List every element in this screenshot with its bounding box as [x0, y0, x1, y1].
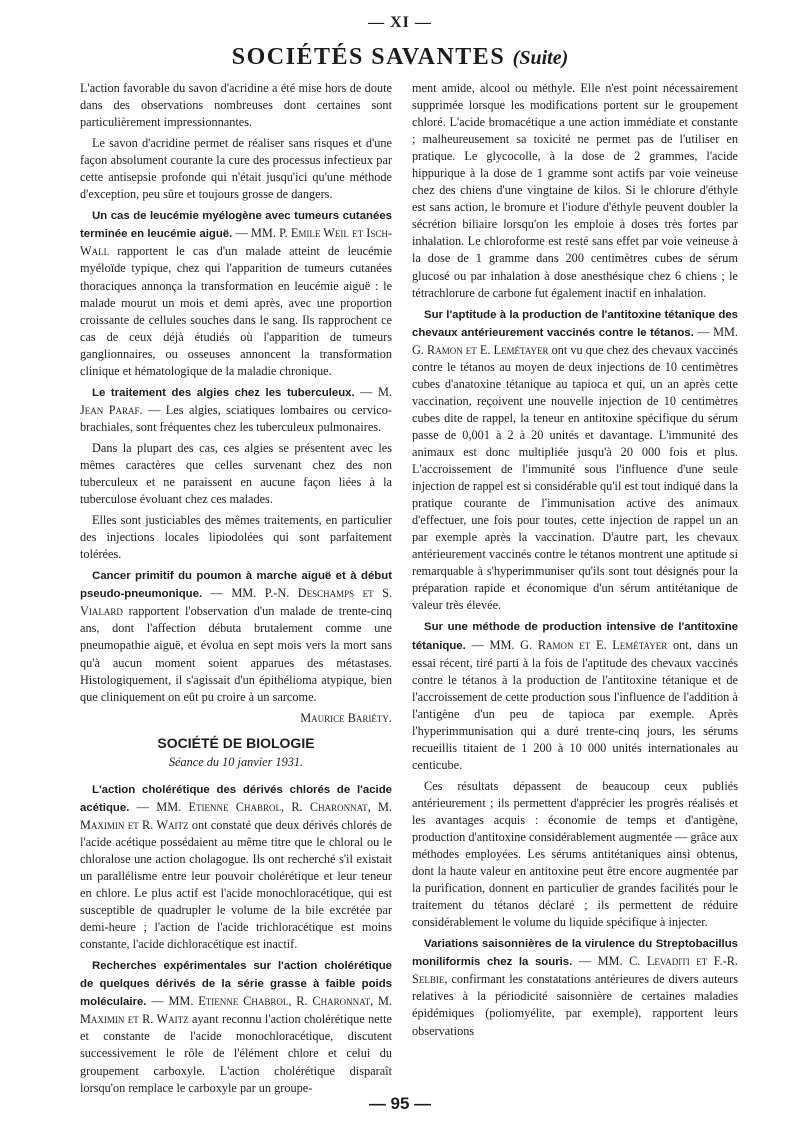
- paragraph: Elles sont justiciables des mêmes traitements, en particulier des injections locales lipiodolées qui sont parfaitement tolérées.: [80, 513, 392, 562]
- paragraph: L'action favorable du savon d'acridine a été mise hors de doute dans des observations nombreuses dont certaines sont particulièrement impressionnantes.: [80, 81, 392, 130]
- article-entry: Cancer primitif du poumon à marche aiguë et à début pseudo-pneumonique. — MM. P.-N. Deschamps et S. Vialard rapportent l'observation d'un malade de trente-cinq ans, dont l'affection débuta brutalement comme une pneumopathie aiguë, et évolua en sept mois vers la mort sans qu'à aucun moment soient apparues des métastases. Histologiquement, il s'agissait d'un épithélioma atypique, bien que cliniquement on eût pu croire à un sarcome.: [80, 570, 393, 704]
- article-title: Sur une méthode de production intensive de l'antitoxine tétanique.: [412, 621, 738, 652]
- article-authors: MM. P.-N. Deschamps et S. Vialard: [80, 586, 392, 619]
- left-column: [80, 80, 392, 1101]
- article-title: Le traitement des algies chez les tuberculeux.: [92, 386, 355, 399]
- roman-page-number: — XI —: [368, 14, 432, 31]
- paragraph: Le savon d'acridine permet de réaliser sans risques et d'une façon absolument courante la cure des processus infectieux par cette antisepsie profonde qui n'était jusqu'ici qu'une méthode d'exception, peu sûre et toujours grosse de dangers.: [80, 136, 392, 202]
- article-authors: MM. G. Ramon et E. Lemétayer: [489, 637, 668, 652]
- article-text: rapportent l'observation d'un malade de trente-cinq ans, dont l'affection débuta brutalement comme une pneumopathie aiguë, et évolua en sept mois vers la mort sans qu'à aucun moment soient apparues des métastases. Histologiquement, il s'agissait d'un épithélioma atypique, bien que cliniquement on eût pu croire à un sarcome.: [80, 604, 393, 704]
- running-head-title: SOCIÉTÉS SAVANTES: [231, 44, 506, 70]
- right-column: [412, 80, 738, 1044]
- article-title: Cancer primitif du poumon à marche aiguë et à début pseudo-pneumonique.: [80, 570, 392, 601]
- paragraph: Ces résultats dépassent de beaucoup ceux publiés antérieurement ; ils permettent d'apprécier les progrès réalisés et les avantages acquis : économie de temps et d'antigène, production d'antitoxine considérablement augmentée — grâce aux méthodes employées. Les sérums antitétaniques ainsi obtenus, dont la haute valeur en antitoxine peut être encore augmentée par la purification, donnent en particulier de grandes facilités pour le traitement du tétanos déclaré ; ils permettent de réduire considérablement le volume du liquide spécifique à injecter.: [412, 778, 738, 930]
- article-text: , confirmant les constatations antérieures de divers auteurs relatives à la périodicité saisonnière de certaines maladies épidémiques (poliomyélite, par exemple), rapportent leurs observations: [412, 972, 738, 1038]
- paragraph: Dans la plupart des cas, ces algies se présentent avec les mêmes caractères que celles survenant chez des non tuberculeux et ne paraissent en aucune façon liées à la tuberculose évoluant chez ces malades.: [80, 440, 392, 507]
- running-head-suffix: (Suite): [512, 47, 569, 69]
- article-authors: MM. Etienne Chabrol, R. Charonnat, M. Maximin et R. Waitz: [80, 994, 392, 1027]
- article-text: Les algies, sciatiques lombaires ou cervico-brachiales, sont fréquentes chez les tuberculeux pulmonaires.: [80, 402, 392, 434]
- article-entry: Sur l'aptitude à la production de l'antitoxine tétanique des chevaux antérieurement vaccinés contre le tétanos. — MM. G. Ramon et E. Lemétayer ont vu que chez des chevaux vaccinés contre le tétanos au moyen de deux injections de 10 centimètres cubes d'anatoxine tétanique au tapioca et qui, un an après cette vaccination, reçoivent une nouvelle injection de 10 centimètres cubes dite de rappel, la teneur en antitoxine spécifique du sérum passe de 0,001 à 2 à 20 unités et davantage. L'immunité des animaux est donc multipliée jusqu'à 20 000 fois et plus. L'accroissement de l'immunité sous l'influence d'une seule injection de rappel est si considérable qu'il est tout indiqué dans la pratique courante de l'immunisation active des animaux d'effectuer, une fois pour toutes, cette injection de rappel un an par exemple après la vaccination. D'autre part, les chevaux antérieurement vaccinés contre le tétanos montrent une aptitude si remarquable à s'hyperimmuniser qu'ils sont tout désignés pour la préparation rapide et économique d'un sérum antitétanique de valeur très élevée.: [412, 308, 739, 613]
- article-entry: Variations saisonnières de la virulence du Streptobacillus moniliformis chez la souris. — MM. C. Levaditi et F.-R. Selbie, confirmant les constatations antérieures de divers auteurs relatives à la périodicité saisonnière de certaines maladies épidémiques (poliomyélite, par exemple), rapportent leurs observations: [412, 938, 738, 1038]
- section-title: SOCIÉTÉ DE BIOLOGIE: [157, 734, 315, 751]
- section-date: Séance du 10 janvier 1931.: [168, 754, 304, 769]
- article-authors: M. Jean Paraf.: [80, 384, 392, 417]
- article-title: Recherches expérimentales sur l'action cholérétique de quelques dérivés de la série grasse à faible poids moléculaire.: [80, 960, 392, 1009]
- article-entry: Recherches expérimentales sur l'action cholérétique de quelques dérivés de la série grasse à faible poids moléculaire. — MM. Etienne Chabrol, R. Charonnat, M. Maximin et R. Waitz ayant reconnu l'action cholérétique nette et constante de l'acide monochloracétique, discutent successivement le rôle de l'élément chlore et celui du groupement carboxyle. L'action cholérétique disparaît lorsqu'on remplace le carboxyle par un groupe-: [80, 960, 392, 1095]
- article-entry: L'action cholérétique des dérivés chlorés de l'acide acétique. — MM. Etienne Chabrol, R. Charonnat, M. Maximin et R. Waitz ont constaté que deux dérivés chlorés de l'acide acétique possédaient au même titre que le chloral ou le chloralose une action cholagogue. Ils ont recherché s'il existait un parallélisme entre leur pouvoir cholérétique et leur teneur en chlore. Le plus actif est l'acide monochloracétique, qui est susceptible de quadrupler le volume de la bile excrétée par demi-heure ; l'action de l'acide trichloracétique est moins constante, l'acide dichloracétique est inactif.: [80, 783, 392, 952]
- article-title: Variations saisonnières de la virulence du Streptobacillus moniliformis chez la souris.: [412, 938, 738, 969]
- article-entry: Sur une méthode de production intensive de l'antitoxine tétanique. — MM. G. Ramon et E. Lemétayer ont, dans un essai récent, tiré parti à la fois de l'aptitude des chevaux vaccinés contre le tétanos à la production de l'antitoxine tétanique et de l'accroissement de cette production sous l'influence de l'addition à l'antigène d'un peu de tapioca par exemple. Après l'hyperimmunisation qui a duré trente-cinq jours, les sérums recueillis titaient de 1 200 à 10 000 unités internationales au centicube.: [412, 621, 739, 772]
- article-text: ont vu que chez des chevaux vaccinés contre le tétanos au moyen de deux injections de 10 centimètres cubes d'anatoxine tétanique au tapioca et qui, un an après cette vaccination, reçoivent une nouvelle injection de 10 centimètres cubes dite de rappel, la teneur en antitoxine spécifique du sérum passe de 0,001 à 2 à 20 unités et davantage. L'immunité des animaux est donc multipliée jusqu'à 20 000 fois et plus. L'accroissement de l'immunité sous l'influence d'une seule injection de rappel est si considérable qu'il est tout indiqué dans la pratique courante de l'immunisation active des animaux d'effectuer, une fois pour toutes, cette injection de rappel un an par exemple après la vaccination. D'autre part, les chevaux antérieurement vaccinés contre le tétanos montrent une aptitude si remarquable à s'hyperimmuniser qu'ils sont tout désignés pour la préparation rapide et économique d'un sérum antitétanique de valeur très élevée.: [412, 342, 739, 613]
- article-authors: MM. P. Emile Weil et Isch-Wall: [80, 226, 392, 259]
- article-authors: MM. G. Ramon et E. Lemétayer: [412, 324, 739, 357]
- article-title: Sur l'aptitude à la production de l'antitoxine tétanique des chevaux antérieurement vaccinés contre le tétanos.: [412, 308, 738, 339]
- signature: Maurice Bariéty.: [300, 710, 392, 725]
- article-authors: MM. Etienne Chabrol, R. Charonnat, M. Maximin et R. Waitz: [80, 799, 392, 832]
- article-text: ayant reconnu l'action cholérétique nette et constante de l'acide monochloracétique, discutent successivement le rôle de l'élément chlore et celui du groupement carboxyle. L'action cholérétique disparaît lorsqu'on remplace le carboxyle par un groupe-: [80, 1012, 392, 1095]
- article-entry: Le traitement des algies chez les tuberculeux. — M. Jean Paraf. — Les algies, sciatiques lombaires ou cervico-brachiales, sont fréquentes chez les tuberculeux pulmonaires.: [80, 384, 392, 434]
- article-text: ont, dans un essai récent, tiré parti à la fois de l'aptitude des chevaux vaccinés contre le tétanos à la production de l'antitoxine tétanique et de l'accroissement de cette production sous l'influence de l'addition à l'antigène d'un peu de tapioca par exemple. Après l'hyperimmunisation qui a duré trente-cinq jours, les sérums recueillis titaient de 1 200 à 10 000 unités internationales au centicube.: [412, 637, 739, 772]
- article-entry: Un cas de leucémie myélogène avec tumeurs cutanées terminée en leucémie aiguë. — MM. P. Emile Weil et Isch-Wall rapportent le cas d'un malade atteint de leucémie myéloïde typique, chez qui l'apparition de tumeurs cutanées thoraciques annonça la transformation en leucémie aiguë : le malade mourut un mois et demi après, avec une proportion croissante de cellules souches dans le sang. Ils rapprochent ce cas de ceux déjà étudiés où l'apparition de tumeurs ganglionnaires, ou osseuses annoncent la transformation clinique et hématologique de la maladie chronique.: [80, 210, 393, 378]
- paragraph: ment amide, alcool ou méthyle. Elle n'est point nécessairement supprimée lorsque les modifications portent sur le groupement chloré. L'acide bromacétique a une action immédiate et constante ; malheureusement sa toxicité ne permet pas de l'utiliser en pratique. Le glycocolle, à la dose de 2 grammes, l'acide hippurique à la dose de 1 gramme sont actifs par voie veineuse chez des chiens d'une vingtaine de kilos. Si le chlorure d'éthyle est sans action, le bromure et l'iodure d'éthyle peuvent doubler la sécrétion biliaire lorsqu'on les emploie à doses très fortes par inhalation. Le chloroforme est resté sans effet par voie veineuse à la dose de 1 gramme dans 200 centimètres cubes de sérum glucosé ou par inhalation à dose anesthésique chez 6 chiens ; le tétrachlorure de carbone fut également inactif en inhalation.: [412, 81, 738, 300]
- article-authors: MM. C. Levaditi et F.-R. Selbie: [412, 954, 738, 987]
- article-text: rapportent le cas d'un malade atteint de leucémie myéloïde typique, chez qui l'apparition de tumeurs cutanées thoraciques annonça la transformation en leucémie aiguë : le malade mourut un mois et demi après, avec une proportion croissante de cellules souches dans le sang. Ils rapprochent ce cas de ceux déjà étudiés où l'apparition de tumeurs ganglionnaires, ou osseuses annoncent la transformation clinique et hématologique de la maladie chronique.: [80, 244, 393, 378]
- article-text: ont constaté que deux dérivés chlorés de l'acide acétique possédaient au même titre que le chloral ou le chloralose une action cholagogue. Ils ont recherché s'il existait un parallélisme entre leur pouvoir cholérétique et leur teneur en chlore. Le plus actif est l'acide monochloracétique, qui est susceptible de quadrupler le volume de la bile excrétée par demi-heure ; l'action de l'acide trichloracétique est moins constante, l'acide dichloracétique est inactif.: [80, 817, 392, 952]
- article-title: Un cas de leucémie myélogène avec tumeurs cutanées terminée en leucémie aiguë.: [80, 210, 392, 241]
- page-number: — 95 —: [368, 1094, 432, 1113]
- running-head: [0, 44, 800, 71]
- article-title: L'action cholérétique des dérivés chlorés de l'acide acétique.: [80, 783, 392, 814]
